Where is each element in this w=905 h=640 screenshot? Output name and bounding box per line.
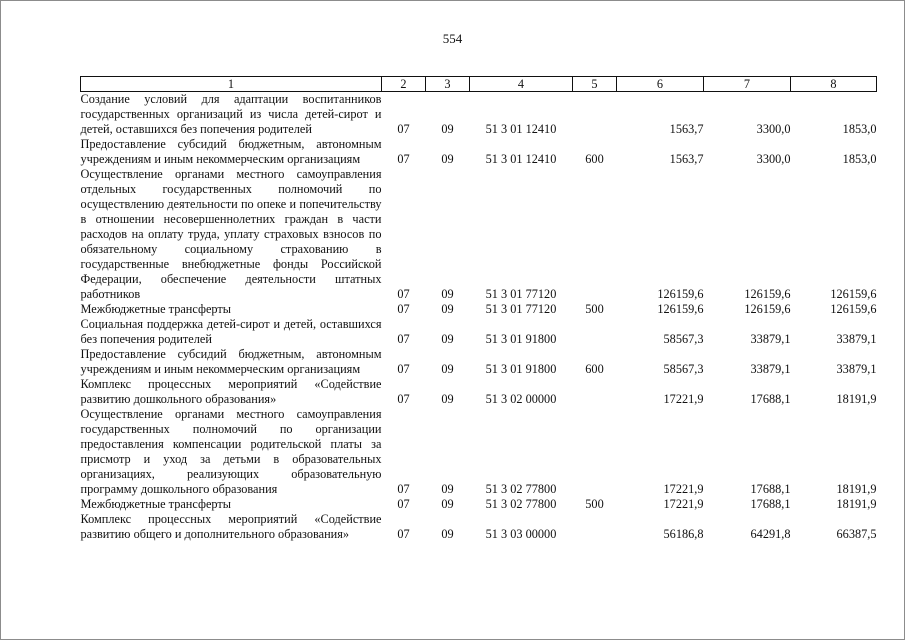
amount-year-2: 3300,0 <box>756 122 791 136</box>
subsection-code: 09 <box>441 482 454 496</box>
amount-year-2: 64291,8 <box>750 527 791 541</box>
column-header: 7 <box>704 77 791 92</box>
budget-table <box>80 76 877 542</box>
row-name: Межбюджетные трансферты <box>80 302 232 316</box>
expense-type-code: 600 <box>585 152 604 166</box>
amount-year-3: 33879,1 <box>836 332 877 346</box>
amount-year-1: 58567,3 <box>663 362 704 376</box>
column-header: 1 <box>81 77 382 92</box>
table-row <box>81 317 877 347</box>
column-header: 4 <box>470 77 573 92</box>
table-row <box>81 92 877 138</box>
target-article-code: 51 3 02 00000 <box>485 392 557 406</box>
row-name: Социальная поддержка детей-сирот и детей, оставшихся без попечения родителей <box>80 317 382 346</box>
section-code: 07 <box>397 332 410 346</box>
expense-type-code: 500 <box>585 497 604 511</box>
table-row <box>81 512 877 542</box>
row-name: Комплекс процессных мероприятий «Содействие развитию дошкольного образования» <box>80 377 382 406</box>
section-code: 07 <box>397 287 410 301</box>
table-row <box>81 302 877 317</box>
subsection-code: 09 <box>441 527 454 541</box>
section-code: 07 <box>397 497 410 511</box>
row-name: Предоставление субсидий бюджетным, автономным учреждениям и иным некоммерческим организациям <box>80 137 382 166</box>
expense-type-code <box>573 512 617 542</box>
amount-year-2: 33879,1 <box>750 332 791 346</box>
section-code: 07 <box>397 362 410 376</box>
amount-year-3: 33879,1 <box>836 362 877 376</box>
row-name: Осуществление органами местного самоуправления отдельных государственных полномочий по осуществлению деятельности по опеке и попечительству в отношении несовершеннолетних граждан в части расходов на оплату труда, уплату страховых взносов по обязательному социальному страхованию в государственные внебюджетные фонды Российской Федерации, обеспечение деятельности штатных работников <box>80 167 382 301</box>
amount-year-2: 126159,6 <box>744 302 791 316</box>
table-row <box>81 167 877 302</box>
target-article-code: 51 3 01 77120 <box>485 302 557 316</box>
subsection-code: 09 <box>441 392 454 406</box>
section-code: 07 <box>397 302 410 316</box>
amount-year-3: 1853,0 <box>842 152 877 166</box>
amount-year-3: 18191,9 <box>836 482 877 496</box>
subsection-code: 09 <box>441 497 454 511</box>
subsection-code: 09 <box>441 302 454 316</box>
amount-year-1: 126159,6 <box>657 302 704 316</box>
amount-year-3: 18191,9 <box>836 392 877 406</box>
row-name: Осуществление органами местного самоуправления государственных полномочий по организации предоставления компенсации родительской платы за присмотр и уход за детьми в образовательных организациях, реализующих образовательную программу дошкольного образования <box>80 407 382 496</box>
amount-year-3: 126159,6 <box>830 287 877 301</box>
amount-year-1: 58567,3 <box>663 332 704 346</box>
table-row <box>81 407 877 497</box>
expense-type-code: 600 <box>585 362 604 376</box>
column-header: 6 <box>617 77 704 92</box>
column-header: 5 <box>573 77 617 92</box>
amount-year-3: 126159,6 <box>830 302 877 316</box>
expense-type-code <box>573 377 617 407</box>
amount-year-2: 126159,6 <box>744 287 791 301</box>
amount-year-2: 17688,1 <box>750 497 791 511</box>
table-row <box>81 497 877 512</box>
amount-year-1: 17221,9 <box>663 482 704 496</box>
column-header: 3 <box>426 77 470 92</box>
row-name: Межбюджетные трансферты <box>80 497 232 511</box>
table-row <box>81 347 877 377</box>
amount-year-1: 126159,6 <box>657 287 704 301</box>
subsection-code: 09 <box>441 332 454 346</box>
amount-year-2: 17688,1 <box>750 482 791 496</box>
target-article-code: 51 3 02 77800 <box>485 497 557 511</box>
amount-year-3: 66387,5 <box>836 527 877 541</box>
target-article-code: 51 3 01 91800 <box>485 362 557 376</box>
section-code: 07 <box>397 152 410 166</box>
expense-type-code <box>573 167 617 302</box>
amount-year-1: 17221,9 <box>663 497 704 511</box>
subsection-code: 09 <box>441 152 454 166</box>
amount-year-3: 18191,9 <box>836 497 877 511</box>
target-article-code: 51 3 01 12410 <box>485 152 557 166</box>
section-code: 07 <box>397 527 410 541</box>
expense-type-code <box>573 407 617 497</box>
row-name: Создание условий для адаптации воспитанников государственных организаций из числа детей-сирот и детей, оставшихся без попечения родителей <box>80 92 382 136</box>
amount-year-1: 1563,7 <box>669 152 704 166</box>
amount-year-3: 1853,0 <box>842 122 877 136</box>
column-header: 8 <box>791 77 877 92</box>
section-code: 07 <box>397 482 410 496</box>
expense-type-code <box>573 317 617 347</box>
subsection-code: 09 <box>441 122 454 136</box>
header-row <box>81 77 877 92</box>
amount-year-1: 56186,8 <box>663 527 704 541</box>
target-article-code: 51 3 01 12410 <box>485 122 557 136</box>
column-header: 2 <box>382 77 426 92</box>
target-article-code: 51 3 03 00000 <box>485 527 557 541</box>
page-number: 554 <box>442 31 463 46</box>
amount-year-2: 3300,0 <box>756 152 791 166</box>
target-article-code: 51 3 01 77120 <box>485 287 557 301</box>
table-row <box>81 137 877 167</box>
target-article-code: 51 3 01 91800 <box>485 332 557 346</box>
target-article-code: 51 3 02 77800 <box>485 482 557 496</box>
amount-year-2: 17688,1 <box>750 392 791 406</box>
subsection-code: 09 <box>441 362 454 376</box>
amount-year-1: 1563,7 <box>669 122 704 136</box>
amount-year-2: 33879,1 <box>750 362 791 376</box>
table-row <box>81 377 877 407</box>
expense-type-code <box>573 92 617 138</box>
amount-year-1: 17221,9 <box>663 392 704 406</box>
row-name: Комплекс процессных мероприятий «Содействие развитию общего и дополнительного образования» <box>80 512 382 541</box>
expense-type-code: 500 <box>585 302 604 316</box>
section-code: 07 <box>397 392 410 406</box>
subsection-code: 09 <box>441 287 454 301</box>
row-name: Предоставление субсидий бюджетным, автономным учреждениям и иным некоммерческим организациям <box>80 347 382 376</box>
section-code: 07 <box>397 122 410 136</box>
